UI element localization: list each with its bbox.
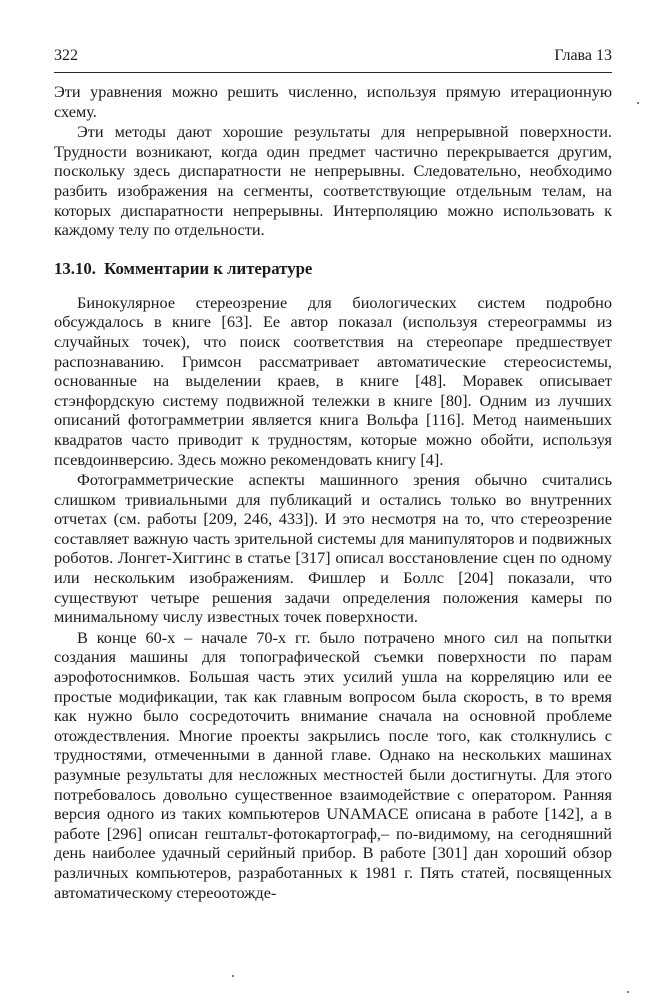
header-rule <box>54 72 612 73</box>
paragraph-photogrammetry: Фотограмметрические аспекты машинного зрения обычно считались слишком тривиальными для публикаций и остались только во внутренних отчетах (см. работы [209, 246, 433]). И это несмотря на то, что стереозрение составляет важную часть зрительной системы для манипуляторов и подвижных роботов. Лонгет-Хиггинс в статье [317] описал восстановление сцен по одному или нескольким изображениям. Фишлер и Боллс [204] показали, что существуют четыре решения задачи определения положения камеры по минимальному числу известных точек поверхности. <box>54 470 612 627</box>
body-text <box>54 82 612 902</box>
paragraph-history: В конце 60-х – начале 70-х гг. было потрачено много сил на попытки создания машины для топографической съемки поверхности по парам аэрофотоснимков. Большая часть этих усилий ушла на корреляцию или ее простые модификации, так как главным вопросом была скорость, в то время как нужно было сосредоточить внимание сначала на основной проблеме отождествления. Многие проекты закрылись после того, как столкнулись с трудностями, отмеченными в данной главе. Однако на нескольких машинах разумные результаты для несложных местностей были достигнуты. Для этого потребовалось довольно существенное взаимодействие с оператором. Ранняя версия одного из таких компьютеров UNAMACE описана в работе [142], а в работе [296] описан гештальт-фотокартограф,– по-видимому, на сегодняшний день наиболее удачный серийный прибор. В работе [301] дан хороший обзор различных компьютеров, разработанных к 1981 г. Пять статей, посвященных автоматическому стереоотожде- <box>54 627 612 902</box>
paragraph-binocular: Бинокулярное стереозрение для биологических систем подробно обсуждалось в книге [63]. Ее автор показал (используя стереограммы из случайных точек), что поиск соответствия на стереопаре предшествует распознаванию. Гримсон рассматривает автоматические стереосистемы, основанные на выделении краев, в книге [48]. Моравек описывает стэнфордскую систему подвижной тележки в книге [80]. Одним из лучших описаний фотограмметрии является книга Вольфа [116]. Метод наименьших квадратов часто приводит к трудностям, которые можно обойти, используя псевдоинверсию. Здесь можно рекомендовать книгу [4]. <box>54 292 612 469</box>
running-title: Глава 13 <box>554 47 612 64</box>
paragraph-methods: Эти методы дают хорошие результаты для непрерывной поверхности. Трудности возникают, когда один предмет частично перекрывается другим, поскольку здесь диспаратности не непрерывны. Следовательно, необходимо разбить изображения на сегменты, соответствующие отдельным телам, на которых диспаратности непрерывны. Интерполяцию можно использовать к каждому телу по отдельности. <box>54 122 612 240</box>
page-number: 322 <box>54 47 78 64</box>
section-title: Комментарии к литературе <box>104 258 313 278</box>
scan-speck <box>232 975 234 977</box>
scan-speck <box>637 102 639 104</box>
section-number: 13.10. <box>54 258 96 278</box>
paragraph-continuation: Эти уравнения можно решить численно, используя прямую итерационную схему. <box>54 82 612 121</box>
page-header <box>54 45 612 67</box>
section-heading <box>54 258 612 280</box>
scan-speck <box>627 991 629 993</box>
